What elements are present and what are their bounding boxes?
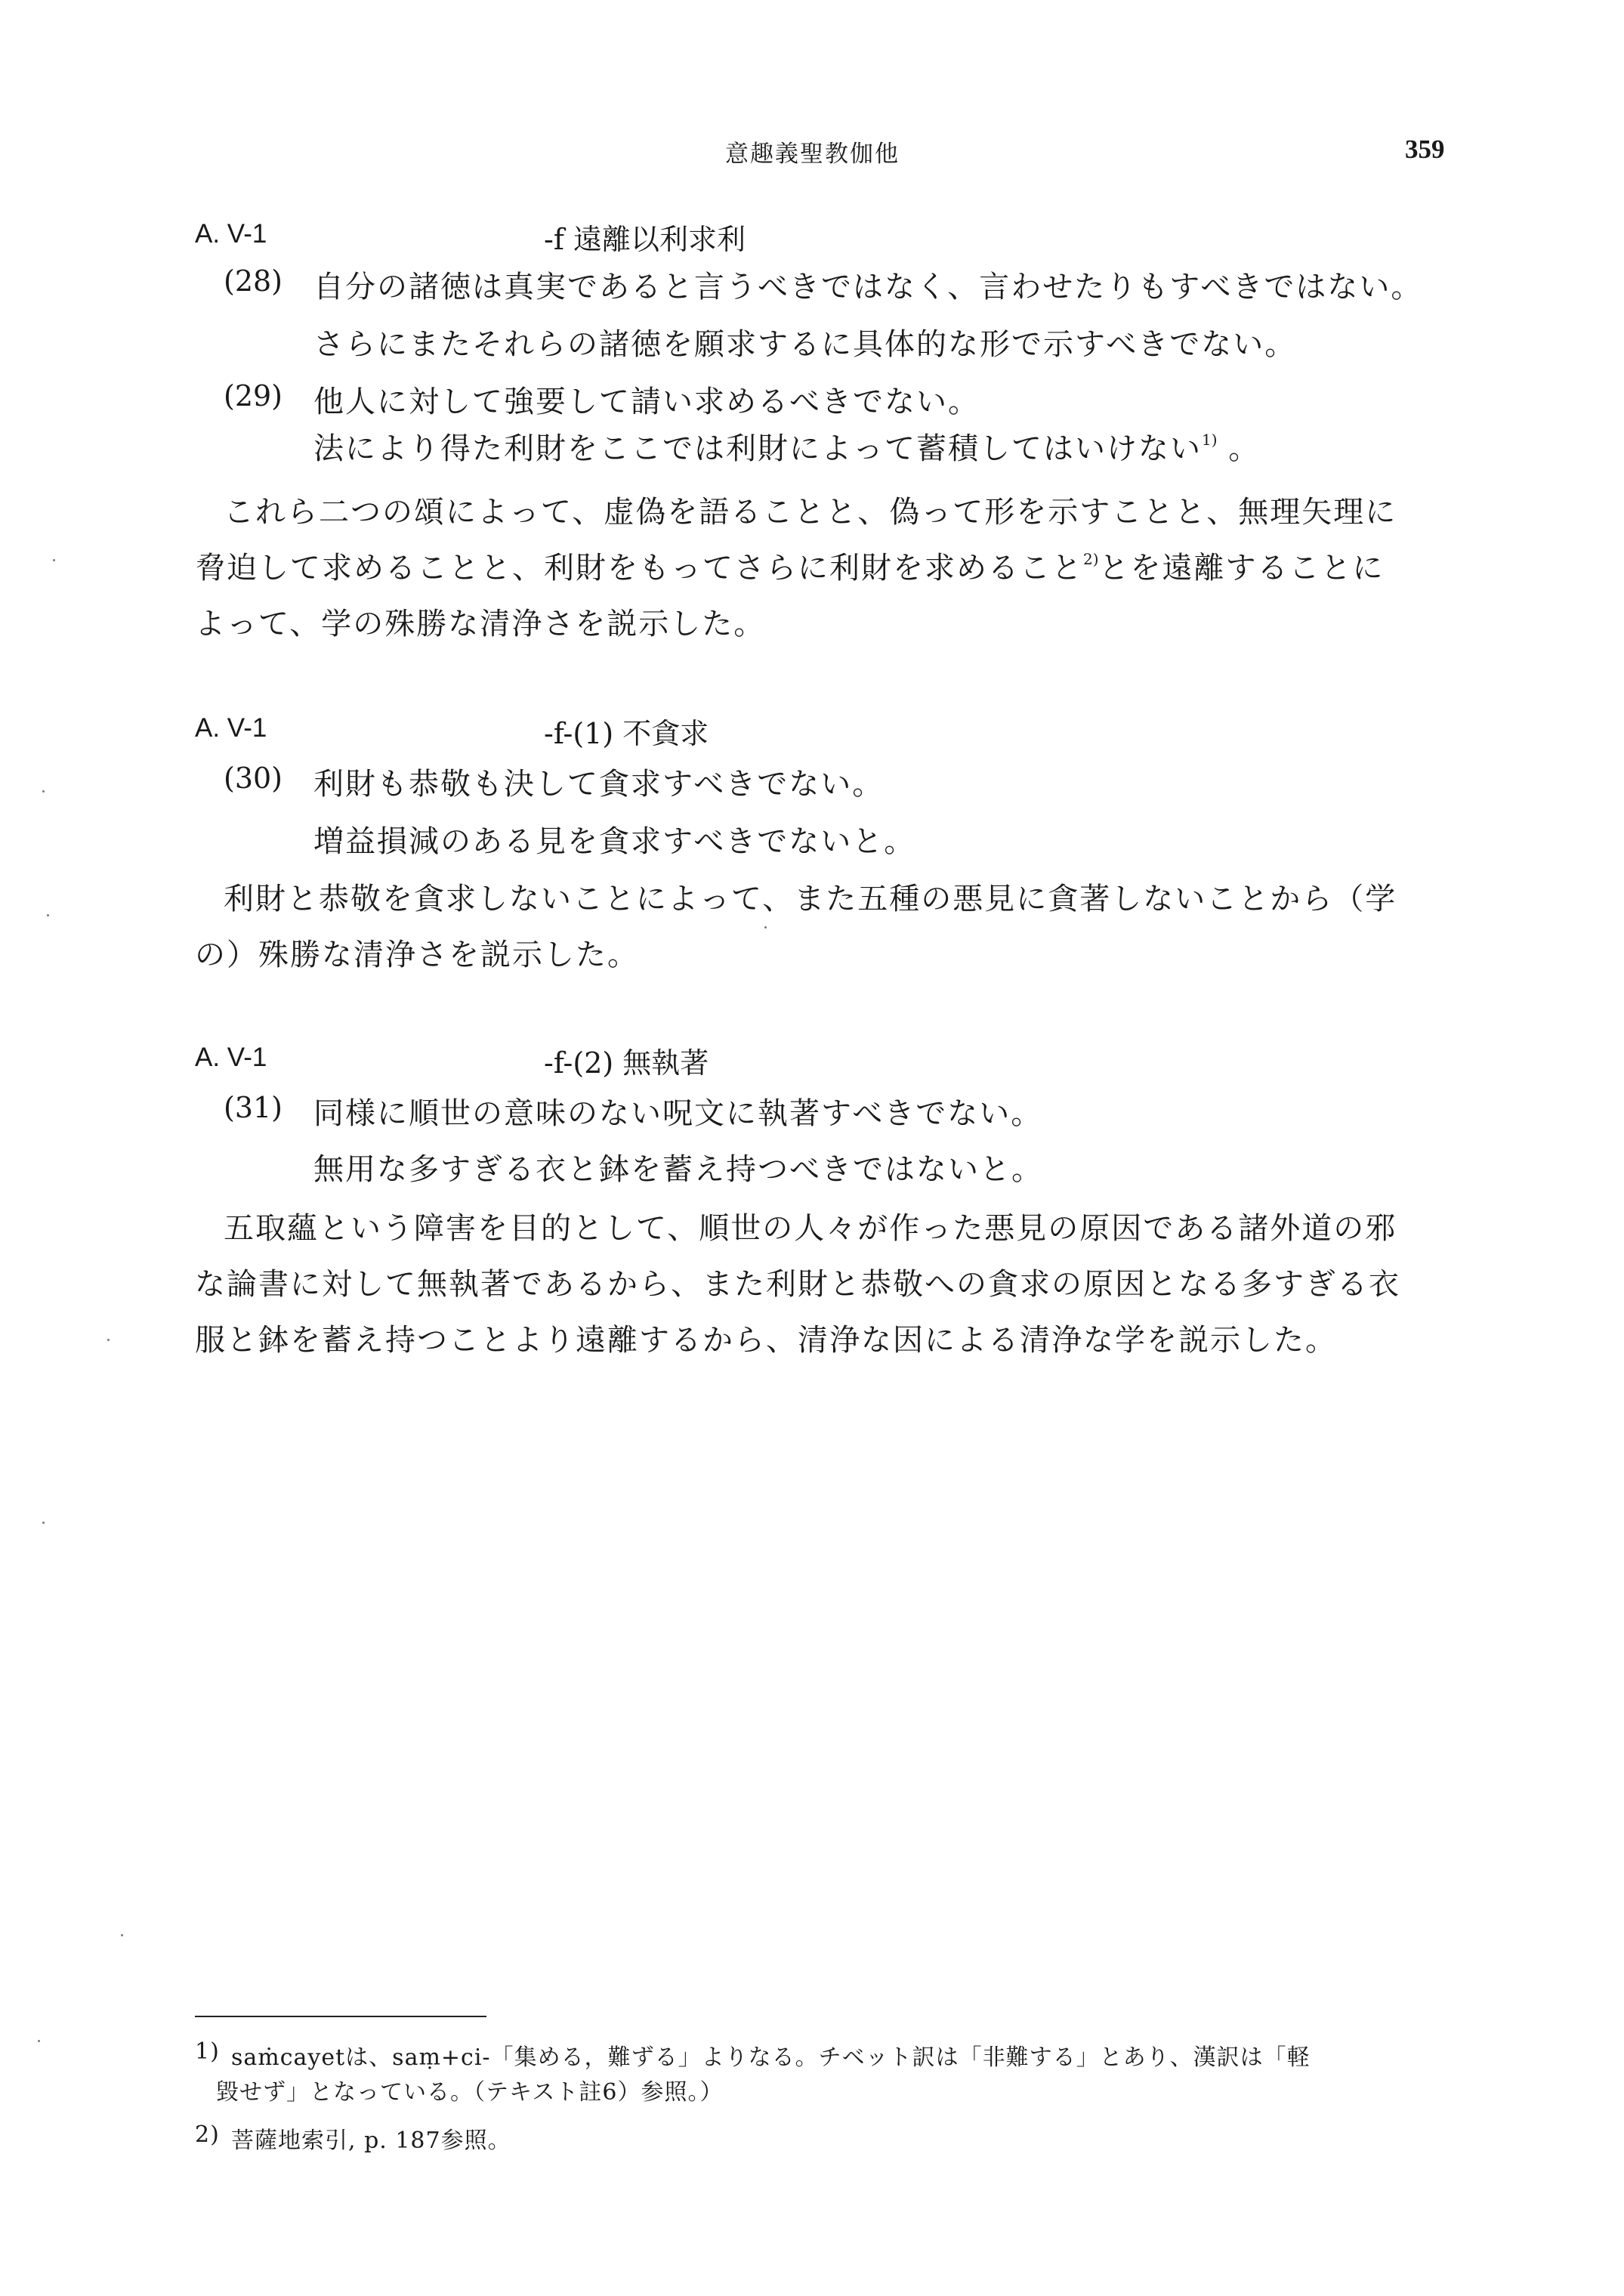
verse-number: (30) (224, 762, 283, 795)
commentary-line: の）殊勝な清浄さを説示した。 (195, 938, 639, 972)
scan-speck (764, 926, 767, 929)
commentary-line: よって、学の殊勝な清浄さを説示した。 (195, 607, 766, 641)
verse-line: 法により得た利財をここでは利財によって蓄積してはいけない$^{1)}$ 。 (313, 431, 1261, 466)
scan-speck (53, 559, 55, 561)
section-title: -f 遠離以利求利 (544, 223, 746, 256)
footnote-text: 菩薩地索引, p. 187参照。 (231, 2128, 511, 2154)
verse-number: (31) (224, 1091, 283, 1124)
footnote-ref: 2) (1083, 550, 1099, 568)
scan-speck (107, 1339, 110, 1341)
verse-line: 増益損減のある見を貪求すべきでないと。 (313, 824, 916, 859)
verse-line: 自分の諸徳は真実であると言うべきではなく、言わせたりもすべきではない。 (313, 270, 1423, 304)
section-title: -f-(2) 無執著 (544, 1046, 709, 1080)
section-label: A. V-1 (195, 219, 267, 249)
verse-line: さらにまたそれらの諸徳を願求するに具体的な形で示すべきでない。 (313, 327, 1297, 362)
scan-speck (121, 1934, 123, 1936)
section-title: -f-(1) 不貪求 (544, 717, 709, 750)
footnote-text: saṁcayetは、saṃ+ci-「集める，難ずる」よりなる。チベット訳は「非難する」とあり、漢訳は「軽 (231, 2044, 1311, 2071)
footnote-divider (195, 2016, 486, 2017)
footnote-ref: 1) (1202, 431, 1218, 449)
verse-line: 同様に順世の意味のない呪文に執著すべきでない。 (313, 1096, 1043, 1131)
verse-number: (28) (224, 264, 283, 298)
commentary-line: な論書に対して無執著であるから、また利財と恭敬への貪求の原因となる多すぎる衣 (195, 1267, 1400, 1302)
footnote-number: 2) (195, 2121, 220, 2148)
verse-line: 利財も恭敬も決して貪求すべきでない。 (313, 767, 885, 802)
footnote-text: 毀せず」となっている。（テキスト註6）参照。） (216, 2079, 724, 2106)
running-title: 意趣義聖教伽他 (725, 141, 900, 168)
scan-speck (42, 790, 45, 793)
section-label: A. V-1 (195, 1043, 267, 1072)
page-number: 359 (1405, 134, 1445, 164)
verse-line: 無用な多すぎる衣と鉢を蓄え持つべきではないと。 (313, 1152, 1043, 1187)
commentary-line: 服と鉢を蓄え持つことより遠離するから、清浄な因による清浄な学を説示した。 (195, 1323, 1337, 1358)
commentary-line: 五取蘊という障害を目的として、順世の人々が作った悪見の原因である諸外道の邪 (224, 1211, 1397, 1246)
scan-speck (38, 2040, 40, 2042)
commentary-line: これら二つの頌によって、虚偽を語ることと、偽って形を示すことと、無理矢理に (224, 495, 1397, 530)
scan-speck (42, 1522, 45, 1524)
commentary-line: 利財と恭敬を貪求しないことによって、また五種の悪見に貪著しないことから（学 (224, 882, 1397, 916)
commentary-line: 脅迫して求めることと、利財をもってさらに利財を求めること$^{2)}$とを遠離することに (195, 550, 1385, 586)
verse-number: (29) (224, 379, 283, 413)
section-label: A. V-1 (195, 713, 267, 743)
scan-speck (47, 914, 49, 916)
verse-line: 他人に対して強要して請い求めるべきでない。 (313, 385, 980, 419)
footnote-number: 1) (195, 2038, 220, 2065)
